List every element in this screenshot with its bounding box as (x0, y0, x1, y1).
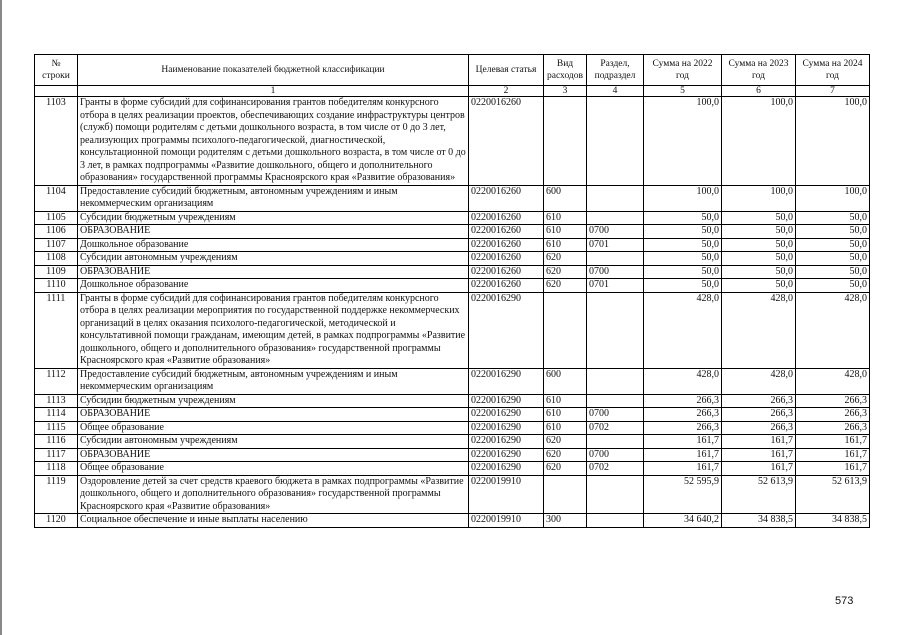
table-row (35, 475, 870, 514)
row-expense-type: 610 (544, 394, 587, 408)
row-sum-2024: 100,0 (796, 185, 870, 211)
row-sum-2024: 161,7 (796, 448, 870, 462)
row-name: Оздоровление детей за счет средств краевого бюджета в рамках подпрограммы «Развитие дошкольного, общего и дополнительного образования» государственной программы Красноярского края «Развитие образования» (78, 475, 469, 514)
row-section (587, 475, 644, 514)
row-sum-2023: 50,0 (722, 211, 796, 225)
row-section (587, 185, 644, 211)
column-number: 4 (587, 86, 644, 97)
row-target: 0220019910 (469, 475, 544, 514)
row-sum-2024: 100,0 (796, 97, 870, 186)
row-sum-2024: 266,3 (796, 421, 870, 435)
row-name: ОБРАЗОВАНИЕ (78, 225, 469, 239)
row-name: Общее образование (78, 421, 469, 435)
row-sum-2022: 50,0 (644, 225, 722, 239)
row-sum-2023: 50,0 (722, 238, 796, 252)
row-section (587, 97, 644, 186)
row-name: ОБРАЗОВАНИЕ (78, 448, 469, 462)
row-expense-type: 610 (544, 225, 587, 239)
row-sum-2023: 34 838,5 (722, 514, 796, 528)
row-sum-2024: 266,3 (796, 408, 870, 422)
row-section (587, 252, 644, 266)
row-sum-2023: 52 613,9 (722, 475, 796, 514)
row-number: 1110 (35, 279, 78, 293)
page-edge (0, 0, 2, 635)
column-number: 7 (796, 86, 870, 97)
row-expense-type: 620 (544, 435, 587, 449)
table-row (35, 292, 870, 368)
row-section: 0700 (587, 408, 644, 422)
row-sum-2023: 50,0 (722, 252, 796, 266)
row-section: 0702 (587, 421, 644, 435)
row-expense-type (544, 292, 587, 368)
header-sum-2023: Сумма на 2023 год (722, 55, 796, 86)
row-expense-type: 610 (544, 408, 587, 422)
row-number: 1117 (35, 448, 78, 462)
row-sum-2022: 266,3 (644, 421, 722, 435)
row-number: 1104 (35, 185, 78, 211)
row-target: 0220016290 (469, 448, 544, 462)
row-expense-type (544, 97, 587, 186)
table-row (35, 238, 870, 252)
row-number: 1109 (35, 265, 78, 279)
row-number: 1115 (35, 421, 78, 435)
row-section (587, 514, 644, 528)
row-number: 1111 (35, 292, 78, 368)
table-row (35, 185, 870, 211)
row-target: 0220016260 (469, 238, 544, 252)
row-sum-2022: 266,3 (644, 408, 722, 422)
table-row (35, 225, 870, 239)
row-number: 1120 (35, 514, 78, 528)
row-sum-2023: 266,3 (722, 394, 796, 408)
row-name: Субсидии бюджетным учреждениям (78, 394, 469, 408)
row-sum-2022: 50,0 (644, 252, 722, 266)
row-sum-2024: 50,0 (796, 252, 870, 266)
row-sum-2022: 50,0 (644, 211, 722, 225)
row-section (587, 368, 644, 394)
row-target: 0220016290 (469, 421, 544, 435)
row-section: 0701 (587, 279, 644, 293)
row-sum-2023: 100,0 (722, 185, 796, 211)
row-target: 0220016260 (469, 265, 544, 279)
header-sum-2024: Сумма на 2024 год (796, 55, 870, 86)
row-sum-2022: 161,7 (644, 435, 722, 449)
row-sum-2023: 161,7 (722, 462, 796, 476)
row-number: 1107 (35, 238, 78, 252)
table-row (35, 279, 870, 293)
row-name: Предоставление субсидий бюджетным, автономным учреждениям и иным некоммерческим организациям (78, 185, 469, 211)
row-section: 0700 (587, 448, 644, 462)
row-sum-2023: 161,7 (722, 448, 796, 462)
row-section (587, 211, 644, 225)
row-name: Социальное обеспечение и иные выплаты населению (78, 514, 469, 528)
row-sum-2024: 266,3 (796, 394, 870, 408)
row-number: 1103 (35, 97, 78, 186)
row-name: Субсидии автономным учреждениям (78, 435, 469, 449)
row-number: 1113 (35, 394, 78, 408)
page-number: 573 (835, 595, 854, 607)
row-expense-type: 620 (544, 462, 587, 476)
header-row-no: № строки (35, 55, 78, 86)
row-name: ОБРАЗОВАНИЕ (78, 408, 469, 422)
row-sum-2022: 34 640,2 (644, 514, 722, 528)
row-sum-2024: 50,0 (796, 225, 870, 239)
row-sum-2022: 100,0 (644, 185, 722, 211)
header-row (35, 55, 870, 86)
row-name: ОБРАЗОВАНИЕ (78, 265, 469, 279)
row-sum-2023: 50,0 (722, 265, 796, 279)
row-expense-type: 620 (544, 279, 587, 293)
row-target: 0220016290 (469, 462, 544, 476)
row-section (587, 292, 644, 368)
row-section (587, 435, 644, 449)
table-row (35, 97, 870, 186)
row-target: 0220019910 (469, 514, 544, 528)
row-name: Дошкольное образование (78, 238, 469, 252)
row-expense-type: 610 (544, 211, 587, 225)
row-sum-2023: 161,7 (722, 435, 796, 449)
row-number: 1108 (35, 252, 78, 266)
header-name: Наименование показателей бюджетной классификации (78, 55, 469, 86)
row-expense-type: 610 (544, 238, 587, 252)
column-number: 3 (544, 86, 587, 97)
row-sum-2022: 52 595,9 (644, 475, 722, 514)
row-sum-2022: 100,0 (644, 97, 722, 186)
table-row (35, 462, 870, 476)
table-row (35, 265, 870, 279)
row-number: 1119 (35, 475, 78, 514)
row-sum-2024: 50,0 (796, 238, 870, 252)
row-target: 0220016260 (469, 97, 544, 186)
row-sum-2024: 52 613,9 (796, 475, 870, 514)
row-expense-type (544, 475, 587, 514)
row-name: Субсидии автономным учреждениям (78, 252, 469, 266)
row-expense-type: 620 (544, 252, 587, 266)
column-number (35, 86, 78, 97)
row-number: 1112 (35, 368, 78, 394)
table-row (35, 448, 870, 462)
row-target: 0220016290 (469, 368, 544, 394)
row-sum-2023: 266,3 (722, 421, 796, 435)
column-number-row (35, 86, 870, 97)
row-number: 1106 (35, 225, 78, 239)
table-row (35, 252, 870, 266)
row-sum-2024: 50,0 (796, 279, 870, 293)
table-row (35, 211, 870, 225)
column-number: 5 (644, 86, 722, 97)
row-target: 0220016260 (469, 185, 544, 211)
row-name: Гранты в форме субсидий для софинансирования грантов победителям конкурсного отбора в целях реализации мероприятия по государственной поддержке некоммерческих организаций в целях оказания психолого-педагогической, методической и консультативной помощи гражданам, имеющим детей, в рамках подпрограммы «Развитие дошкольного, общего и дополнительного образования» государственной программы Красноярского края «Развитие образования» (78, 292, 469, 368)
row-target: 0220016290 (469, 435, 544, 449)
header-section: Раздел, подраздел (587, 55, 644, 86)
row-name: Дошкольное образование (78, 279, 469, 293)
row-sum-2022: 50,0 (644, 238, 722, 252)
row-sum-2024: 161,7 (796, 462, 870, 476)
row-expense-type: 600 (544, 368, 587, 394)
row-sum-2023: 50,0 (722, 225, 796, 239)
row-expense-type: 610 (544, 421, 587, 435)
header-sum-2022: Сумма на 2022 год (644, 55, 722, 86)
row-sum-2024: 50,0 (796, 211, 870, 225)
row-sum-2024: 50,0 (796, 265, 870, 279)
row-sum-2024: 428,0 (796, 292, 870, 368)
table-row (35, 408, 870, 422)
row-expense-type: 300 (544, 514, 587, 528)
row-name: Предоставление субсидий бюджетным, автономным учреждениям и иным некоммерческим организациям (78, 368, 469, 394)
row-sum-2022: 428,0 (644, 368, 722, 394)
row-sum-2022: 50,0 (644, 265, 722, 279)
row-number: 1118 (35, 462, 78, 476)
table-row (35, 514, 870, 528)
row-sum-2023: 50,0 (722, 279, 796, 293)
row-target: 0220016260 (469, 279, 544, 293)
column-number: 6 (722, 86, 796, 97)
row-target: 0220016260 (469, 252, 544, 266)
row-expense-type: 620 (544, 265, 587, 279)
row-section: 0701 (587, 238, 644, 252)
row-sum-2023: 266,3 (722, 408, 796, 422)
row-target: 0220016260 (469, 211, 544, 225)
row-sum-2022: 161,7 (644, 462, 722, 476)
row-section (587, 394, 644, 408)
row-number: 1105 (35, 211, 78, 225)
row-sum-2023: 428,0 (722, 292, 796, 368)
row-expense-type: 620 (544, 448, 587, 462)
row-sum-2024: 34 838,5 (796, 514, 870, 528)
table-row (35, 368, 870, 394)
row-sum-2022: 266,3 (644, 394, 722, 408)
row-sum-2024: 161,7 (796, 435, 870, 449)
column-number: 1 (78, 86, 469, 97)
row-sum-2022: 161,7 (644, 448, 722, 462)
column-number: 2 (469, 86, 544, 97)
table-row (35, 421, 870, 435)
row-name: Гранты в форме субсидий для софинансирования грантов победителям конкурсного отбора в целях реализации проектов, обеспечивающих создание инфраструктуры центров (служб) помощи родителям с детьми дошкольного возраста, в том числе от 0 до 3 лет, реализующих программы психолого-педагогической, диагностической, консультационной помощи родителям с детьми дошкольного возраста, в том числе от 0 до 3 лет, в рамках подпрограммы «Развитие дошкольного, общего и дополнительного образования» государственной программы Красноярского края «Развитие образования» (78, 97, 469, 186)
row-sum-2022: 50,0 (644, 279, 722, 293)
row-section: 0702 (587, 462, 644, 476)
row-number: 1116 (35, 435, 78, 449)
row-target: 0220016290 (469, 292, 544, 368)
row-sum-2023: 428,0 (722, 368, 796, 394)
row-expense-type: 600 (544, 185, 587, 211)
row-target: 0220016290 (469, 394, 544, 408)
budget-table (34, 54, 870, 528)
row-section: 0700 (587, 225, 644, 239)
header-expense-type: Вид расходов (544, 55, 587, 86)
table-row (35, 394, 870, 408)
row-sum-2024: 428,0 (796, 368, 870, 394)
row-name: Субсидии бюджетным учреждениям (78, 211, 469, 225)
header-target: Целевая статья (469, 55, 544, 86)
row-sum-2022: 428,0 (644, 292, 722, 368)
row-sum-2023: 100,0 (722, 97, 796, 186)
row-number: 1114 (35, 408, 78, 422)
table-row (35, 435, 870, 449)
row-section: 0700 (587, 265, 644, 279)
row-target: 0220016290 (469, 408, 544, 422)
row-target: 0220016260 (469, 225, 544, 239)
row-name: Общее образование (78, 462, 469, 476)
